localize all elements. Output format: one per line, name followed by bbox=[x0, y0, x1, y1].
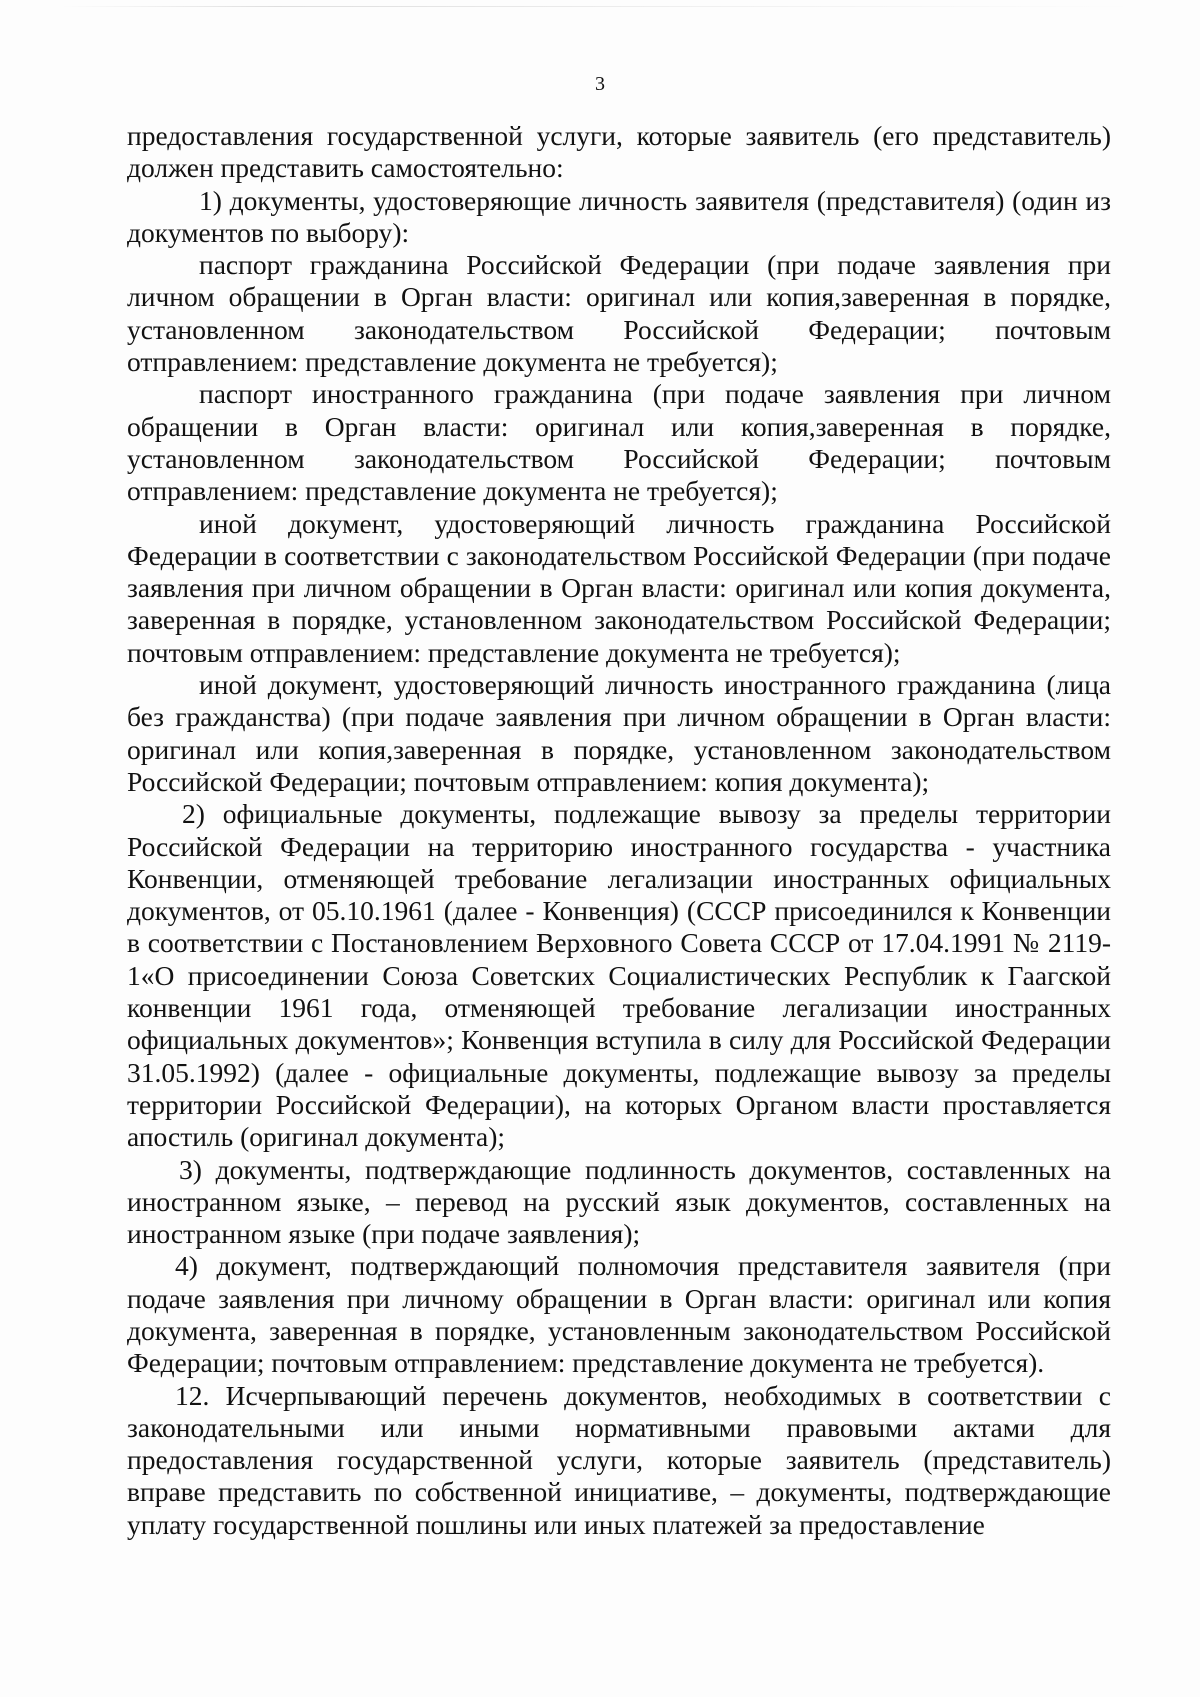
paragraph: паспорт гражданина Российской Федерации (при подаче заявления при личном обращении в Орган власти: оригинал или копия,заверенная в порядке, установленном законодательством Российской Федерации; почтовым отправлением: представление документа не требуется); bbox=[127, 249, 1111, 378]
paragraph: 4) документ, подтверждающий полномочия представителя заявителя (при подаче заявления при личному обращении в Орган власти: оригинал или копия документа, заверенная в порядке, установленным законодательством Российской Федерации; почтовым отправлением: представление документа не требуется). bbox=[127, 1250, 1111, 1379]
paragraph: 1) документы, удостоверяющие личность заявителя (представителя) (один из документов по выбору): bbox=[127, 184, 1111, 248]
page-number: 3 bbox=[595, 73, 605, 95]
paragraph: предоставления государственной услуги, которые заявитель (его представитель) должен представить самостоятельно: bbox=[127, 120, 1111, 184]
paragraph: иной документ, удостоверяющий личность иностранного гражданина (лица без гражданства) (при подаче заявления при личном обращении в Орган власти: оригинал или копия,заверенная в порядке, установленном законодательством Российской Федерации; почтовым отправлением: копия документа); bbox=[127, 669, 1111, 797]
paragraph: 12. Исчерпывающий перечень документов, необходимых в соответствии с законодательными или иными нормативными правовыми актами для предоставления государственной услуги, которые заявитель (представитель) вправе представить по собственной инициативе, – документы, подтверждающие уплату государственной пошлины или иных платежей за предоставление bbox=[127, 1379, 1111, 1540]
paragraph: 3) документы, подтверждающие подлинность документов, составленных на иностранном языке, – перевод на русский язык документов, составленных на иностранном языке (при подаче заявления); bbox=[127, 1153, 1111, 1250]
paragraph: иной документ, удостоверяющий личность гражданина Российской Федерации в соответствии с законодательством Российской Федерации (при подаче заявления при личном обращении в Орган власти: оригинал или копия документа, заверенная в порядке, установленном законодательством Российской Федерации; почтовым отправлением: представление документа не требуется); bbox=[127, 507, 1111, 668]
scan-artifact-line bbox=[60, 6, 1140, 7]
paragraph: паспорт иностранного гражданина (при подаче заявления при личном обращении в Орган власти: оригинал или копия,заверенная в порядке, установленном законодательством Российской Федерации; почтовым отправлением: представление документа не требуется); bbox=[127, 378, 1111, 507]
paragraph: 2) официальные документы, подлежащие вывозу за пределы территории Российской Федерации на территорию иностранного государства - участника Конвенции, отменяющей требование легализации иностранных официальных документов, от 05.10.1961 (далее - Конвенция) (СССР присоединился к Конвенции в соответствии с Постановлением Верховного Совета СССР от 17.04.1991 № 2119-1«О присоединении Союза Советских Социалистических Республик к Гаагской конвенции 1961 года, отменяющей требование легализации иностранных официальных документов»; Конвенция вступила в силу для Российской Федерации 31.05.1992) (далее - официальные документы, подлежащие вывозу за пределы территории Российской Федерации), на которых Органом власти проставляется апостиль (оригинал документа); bbox=[127, 798, 1111, 1153]
body-text bbox=[127, 120, 1111, 1541]
